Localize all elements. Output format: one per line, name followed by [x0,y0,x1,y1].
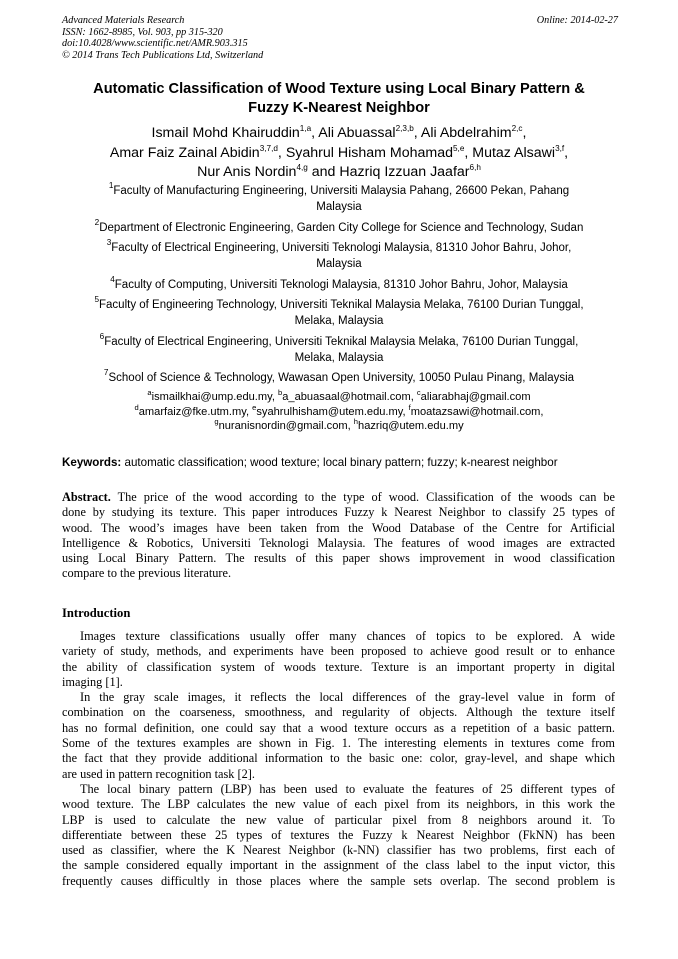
email-address: hazriq@utem.edu.my [358,420,464,433]
intro-line: variety of study, methods, and experiments have been proposed to achieve good result or to enhance [62,644,615,659]
author-name: Amar Faiz Zainal Abidin [109,144,260,161]
email-address: ismailkhai@ump.edu.my [151,391,272,403]
journal-name: Advanced Materials Research [62,15,185,26]
email-marker: b [278,388,283,397]
author-affiliation-marker: 1,a [299,124,312,133]
email-line [60,402,618,420]
abstract [62,490,615,582]
author-name: Ali Abdelrahim [420,125,512,141]
keywords-label: Keywords: [62,456,122,469]
introduction-body [62,629,615,889]
online-date: Online: 2014-02-27 [536,15,618,26]
intro-line: the sample considered equally important in the assignment of the class label to the input victor, this [62,858,615,873]
affiliation-number: 6 [99,331,105,341]
email-marker: c [416,388,421,397]
author-name: Nur Anis Nordin [197,164,297,181]
email-address: moatazsawi@hotmail.com [410,405,541,418]
affiliation [60,183,618,215]
email-marker: a [147,388,152,397]
email-marker: d [134,402,139,412]
email-marker: g [214,417,219,427]
author-list [40,124,638,183]
journal-doi: doi:10.4028/www.scientific.net/AMR.903.315 [62,38,248,50]
affiliation-number: 5 [94,294,99,304]
author-name: Hazriq Izzuan Jaafar [339,164,470,181]
author-affiliation-marker: 3,7,d [259,143,278,153]
affiliation-text: Faculty of Manufacturing Engineering, Universiti Malaysia Pahang, 26600 Pekan, Pahang [113,185,570,197]
intro-line: has no formal definition, one could say that a wood texture occurs as a repetition of a basic pattern. [62,720,615,735]
affiliation-number: 2 [94,217,100,227]
abstract-line: done by studying its texture. This paper introduces Fuzzy k Nearest Neighbor to classify 25 types of [62,505,615,520]
author-affiliation-marker: 4,g [296,163,308,173]
email-line [60,390,618,405]
author-separator: , [413,125,421,141]
intro-line: wood texture. The LBP calculates the new value of each pixel from its neighbors, in this work the [62,797,615,812]
abstract-text: The price of the wood according to the type of wood. Classification of the woods can be [110,490,615,504]
email-separator: , [402,405,409,418]
author-line [40,124,638,144]
affiliation [60,217,618,236]
affiliation-text: Department of Electronic Engineering, Garden City College for Science and Technology, Sudan [99,221,584,234]
email-address: syahrulhisham@utem.edu.my [256,405,403,418]
affiliation-number: 4 [110,274,115,284]
intro-line: LBP is used to calculate the new value of particular pixel from 8 neighbors around it. To [62,812,615,827]
author-name: Syahrul Hisham Mohamad [285,144,453,161]
email-line [60,419,618,434]
title-line: Fuzzy K-Nearest Neighbor [248,100,430,116]
email-separator: , [410,391,417,403]
author-affiliation-marker: 3,f [555,143,565,153]
email-address: aliarabhaj@gmail.com [420,391,531,403]
author-separator: , [564,144,569,161]
affiliation [60,370,618,386]
abstract-line: using Local Binary Pattern. The results of this paper shows improvement in wood classification [62,551,615,566]
affiliation [60,294,618,329]
intro-line: combination on the coarseness, smoothness, and regularity of objects. Although the texture itself [62,705,615,720]
abstract-line [62,490,615,505]
affiliation-text: Malaysia [316,201,362,214]
title-line: Automatic Classification of Wood Texture using Local Binary Pattern & [93,81,585,97]
author-separator: , [277,144,286,161]
keywords-text: automatic classification; wood texture; local binary pattern; fuzzy; k-nearest neighbor [124,456,558,469]
email-separator: , [271,391,279,403]
journal-header [62,15,618,61]
author-name: Ismail Mohd Khairuddin [151,125,300,141]
introduction-heading: Introduction [62,606,131,620]
intro-line: Images texture classifications usually offer many chances of topics to be explored. A wide [80,629,615,643]
affiliation-text: Faculty of Computing, Universiti Teknologi Malaysia, 81310 Johor Bahru, Johor, Malaysia [114,278,568,291]
journal-copyright: © 2014 Trans Tech Publications Ltd, Switzerland [62,49,264,61]
intro-line: In the gray scale images, it reflects the local differences of the gray-level value in form of [80,690,615,705]
intro-line: the ability of classification system of woods texture. Texture is an important property in digital [62,659,615,674]
author-separator: and [307,164,340,181]
affiliation-number: 1 [108,181,114,190]
abstract-label: Abstract. [62,490,111,504]
affiliation-text: Malaysia [316,258,362,271]
author-line [40,144,638,164]
affiliation [60,237,618,272]
abstract-line: wood. The wood’s images have been taken from the Wood Database of the Centre for Artificial [62,520,615,535]
affiliation-text: Melaka, Malaysia [294,315,384,328]
affiliation-text: Faculty of Engineering Technology, Universiti Teknikal Malaysia Melaka, 76100 Durian Tunggal, [99,298,584,311]
intro-line: differentiate between these 25 types of textures the Fuzzy k Nearest Neighbor (FkNN) has been [62,827,615,842]
intro-line: used as classifier, where the K Nearest Neighbor (k-NN) classifier has two problems, first each of [62,843,615,858]
intro-line: imaging [1]. [62,674,123,689]
abstract-line: Intelligence & Robotics, Universiti Teknologi Malaysia. The features of wood images are extracted [62,535,615,550]
author-separator: , [522,125,527,141]
abstract-line: compare to the previous literature. [62,566,232,581]
email-separator: , [347,420,354,433]
email-address: nuranisnordin@gmail.com [218,420,348,433]
journal-issn: ISSN: 1662-8985, Vol. 903, pp 315-320 [62,26,223,38]
author-separator: , [464,144,473,161]
author-affiliation-marker: 2,3,b [395,124,414,133]
email-list [60,390,618,434]
author-name: Ali Abuassal [318,125,396,141]
intro-line: The local binary pattern (LBP) has been used to evaluate the features of 25 different types of [80,781,615,796]
author-line [40,163,638,183]
keywords [62,456,622,470]
email-separator: , [540,405,544,418]
affiliation-text: School of Science & Technology, Wawasan Open University, 10050 Pulau Pinang, Malaysia [108,372,575,385]
email-marker: h [353,417,359,427]
affiliation-text: Faculty of Electrical Engineering, Universiti Teknikal Malaysia Melaka, 76100 Durian Tunggal, [104,335,579,348]
email-separator: , [245,405,253,418]
affiliation [60,331,618,366]
affiliation-number: 7 [103,368,109,378]
email-marker: f [408,402,411,412]
intro-line: the fact that they provide additional information to the basic one: color, gray-level, and shape which [62,751,615,766]
email-address: a_abuasaal@hotmail.com [282,391,411,403]
affiliation-list [60,183,618,391]
author-name: Mutaz Alsawi [472,144,556,161]
intro-line: are used in pattern recognition task [2]. [62,766,255,781]
affiliation-text: Melaka, Malaysia [294,351,384,364]
email-address: amarfaiz@fke.utm.my [138,405,246,418]
intro-line: Some of the textures examples are shown in Fig. 1. The interesting elements in textures come from [62,736,615,751]
author-separator: , [311,125,319,141]
paper-title [40,80,638,118]
author-affiliation-marker: 2,c [511,124,523,133]
author-affiliation-marker: 6,h [469,163,481,173]
affiliation [60,274,618,293]
email-marker: e [252,402,257,412]
author-affiliation-marker: 5,e [452,143,465,153]
affiliation-text: Faculty of Electrical Engineering, Universiti Teknologi Malaysia, 81310 Johor Bahru, Johor, [111,241,572,254]
affiliation-number: 3 [106,237,112,247]
intro-line: frequently causes difficultly in those places where the sample sets overlap. The second problem is [62,873,615,888]
